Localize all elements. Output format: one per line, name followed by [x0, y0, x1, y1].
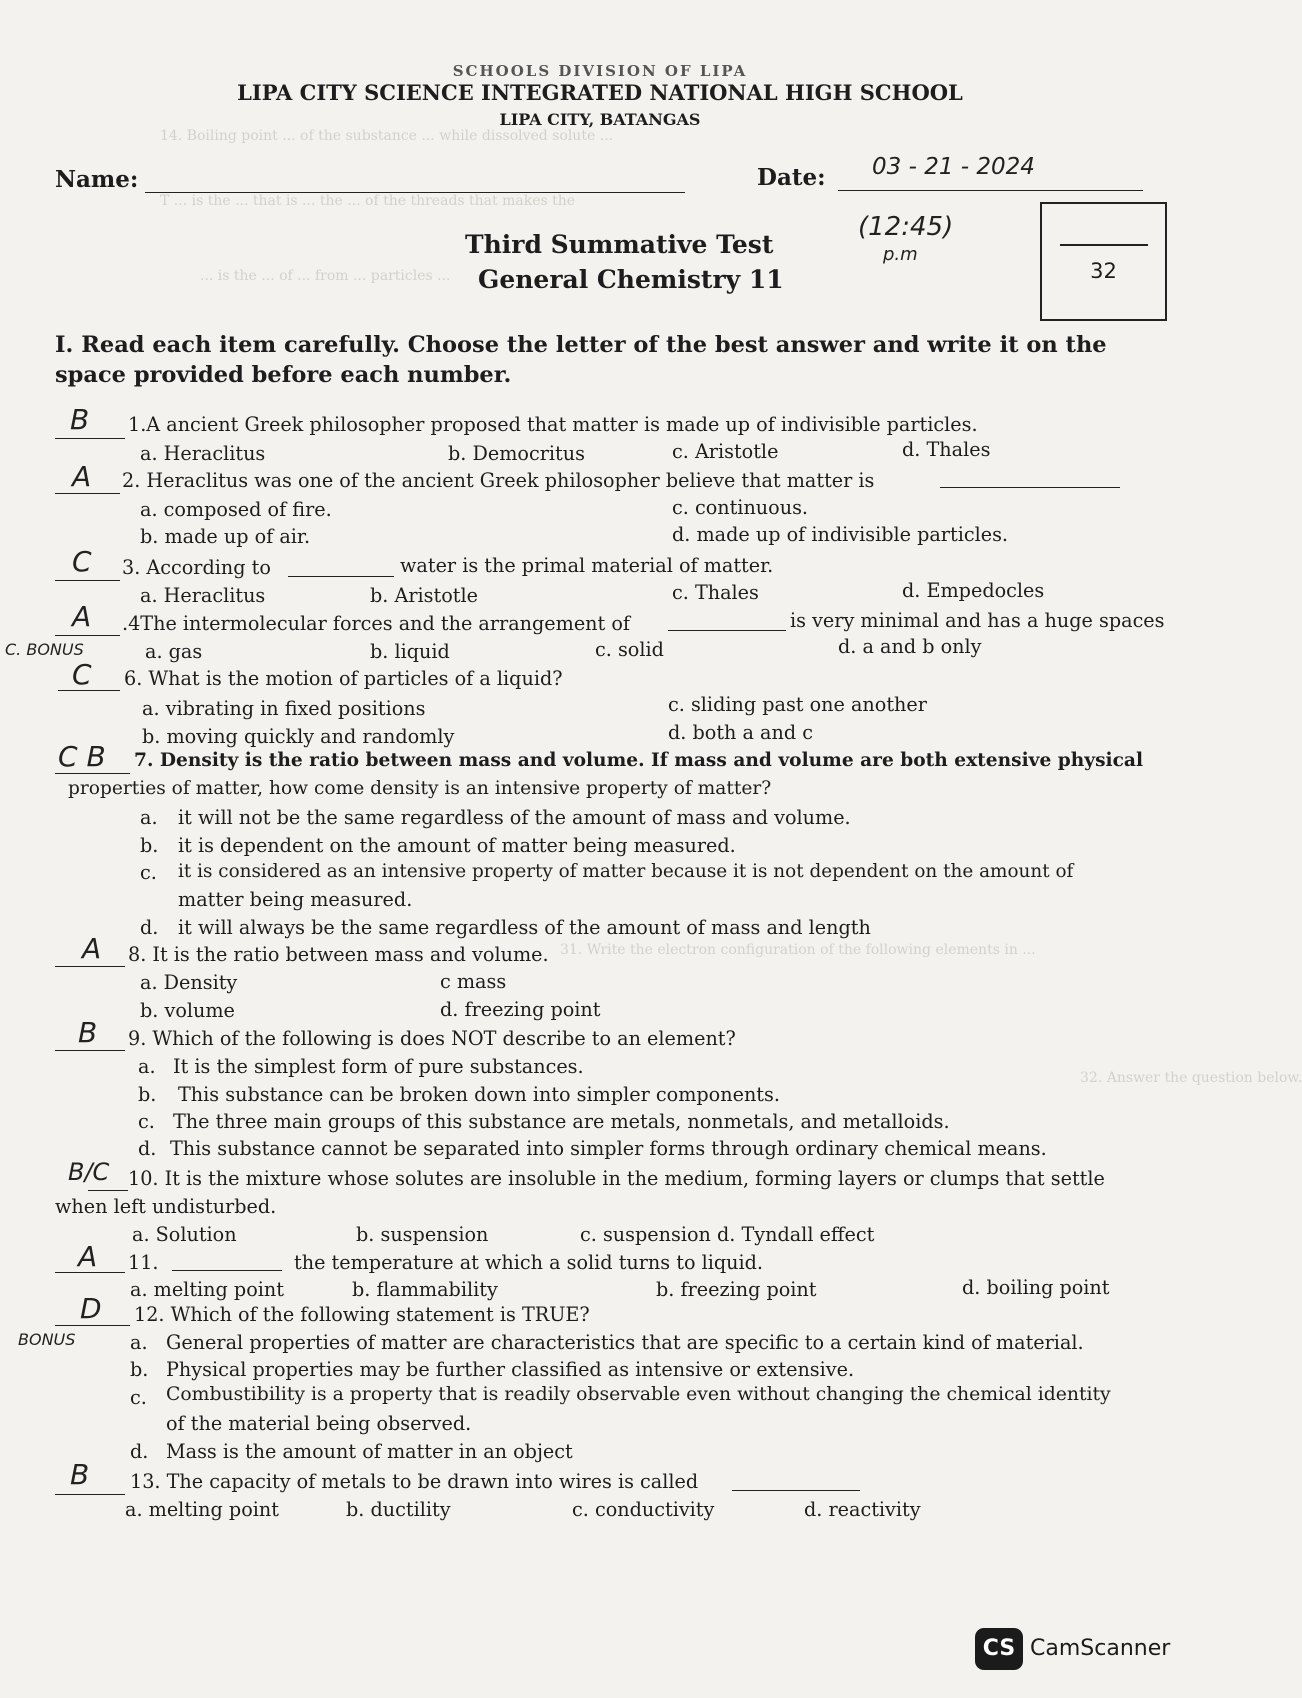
q3-fill-blank[interactable]: [288, 576, 394, 577]
q11-fill-blank[interactable]: [172, 1270, 282, 1271]
q12-option-b-letter: b.: [130, 1358, 149, 1381]
q13-option-d: d. reactivity: [804, 1498, 921, 1521]
q9-stem: 9. Which of the following is does NOT describe to an element?: [128, 1027, 736, 1050]
q6-stem: 6. What is the motion of particles of a liquid?: [124, 667, 563, 690]
division-line: SCHOOLS DIVISION OF LIPA: [452, 62, 748, 80]
q1-answer-blank[interactable]: [55, 438, 125, 439]
q12-option-d: Mass is the amount of matter in an object: [166, 1440, 573, 1463]
q8-answer: A: [82, 932, 102, 965]
bleed-text: 14. Boiling point ... of the substance ... while dissolved solute ...: [160, 128, 614, 144]
q10-option-c-d: c. suspension d. Tyndall effect: [580, 1223, 875, 1246]
q13-answer: B: [70, 1458, 90, 1491]
q13-answer-blank[interactable]: [55, 1494, 125, 1495]
q9-option-b: This substance can be broken down into simpler components.: [178, 1083, 780, 1106]
q12-option-c-cont: of the material being observed.: [166, 1412, 472, 1435]
q12-stem: 12. Which of the following statement is TRUE?: [134, 1303, 590, 1326]
q7-option-c-cont: matter being measured.: [178, 888, 413, 911]
bleed-text: T ... is the ... that is ... the ... of the threads that makes the: [160, 193, 576, 209]
q7-stem-cont: properties of matter, how come density is an intensive property of matter?: [68, 778, 772, 799]
q8-option-b: b. volume: [140, 999, 235, 1022]
time-value: (12:45): [858, 212, 954, 242]
q2-fill-blank[interactable]: [940, 487, 1120, 488]
q11-option-d: d. boiling point: [962, 1276, 1110, 1299]
score-box: [1040, 202, 1167, 321]
subject-title: General Chemistry 11: [478, 265, 784, 294]
q3-option-a: a. Heraclitus: [140, 584, 266, 607]
q3-option-c: c. Thales: [672, 581, 759, 604]
q11-option-b2: b. freezing point: [656, 1278, 817, 1301]
q13-fill-blank[interactable]: [732, 1490, 860, 1491]
q11-answer: A: [78, 1240, 98, 1273]
q6-option-b: b. moving quickly and randomly: [142, 725, 455, 748]
q11-stem-end: the temperature at which a solid turns to liquid.: [294, 1251, 764, 1274]
q7-option-c: it is considered as an intensive property of matter because it is not dependent on the amount of: [178, 861, 1074, 882]
instructions-line-1: I. Read each item carefully. Choose the letter of the best answer and write it on the: [55, 332, 1107, 358]
q7-option-b-letter: b.: [140, 834, 159, 857]
q9-option-c: The three main groups of this substance are metals, nonmetals, and metalloids.: [173, 1110, 950, 1133]
name-field[interactable]: [145, 192, 685, 193]
q6-answer: C: [72, 658, 92, 691]
q13-option-a: a. melting point: [125, 1498, 279, 1521]
name-label: Name:: [55, 166, 139, 193]
q10-answer: B/C: [68, 1158, 110, 1186]
school-name: LIPA CITY SCIENCE INTEGRATED NATIONAL HIGH SCHOOL: [237, 80, 963, 105]
q7-stem: 7. Density is the ratio between mass and volume. If mass and volume are both extensive physical: [134, 750, 1144, 771]
q9-option-d: This substance cannot be separated into simpler forms through ordinary chemical means.: [170, 1137, 1047, 1160]
q2-option-d: d. made up of indivisible particles.: [672, 523, 1009, 546]
q9-answer: B: [78, 1016, 98, 1049]
q3-option-d: d. Empedocles: [902, 579, 1045, 602]
q7-option-a: it will not be the same regardless of the amount of mass and volume.: [178, 806, 851, 829]
q4-option-c: c. solid: [595, 638, 664, 661]
q3-stem-end: water is the primal material of matter.: [400, 554, 774, 577]
q9-option-b-letter: b.: [138, 1083, 157, 1106]
q3-answer: C: [72, 545, 92, 578]
q6-answer-blank[interactable]: [58, 690, 120, 691]
q12-option-d-letter: d.: [130, 1440, 149, 1463]
q4-bonus-note: C. BONUS: [5, 640, 84, 659]
q10-option-a: a. Solution: [132, 1223, 237, 1246]
bleed-text: 32. Answer the question below.: [1080, 1070, 1302, 1086]
q8-option-c: c mass: [440, 970, 507, 993]
q8-option-d: d. freezing point: [440, 998, 601, 1021]
q10-option-b: b. suspension: [356, 1223, 489, 1246]
q4-answer: A: [72, 600, 92, 633]
q12-option-a: General properties of matter are characteristics that are specific to a certain kind of material.: [166, 1331, 1084, 1354]
q1-option-a: a. Heraclitus: [140, 442, 266, 465]
q12-answer-blank[interactable]: [55, 1325, 130, 1326]
q13-option-b: b. ductility: [346, 1498, 451, 1521]
q4-option-a: a. gas: [145, 640, 203, 663]
q9-answer-blank[interactable]: [55, 1050, 125, 1051]
q1-option-b: b. Democritus: [448, 442, 585, 465]
q12-answer: D: [80, 1292, 102, 1325]
q7-option-b: it is dependent on the amount of matter being measured.: [178, 834, 736, 857]
q2-option-c: c. continuous.: [672, 496, 809, 519]
q3-stem-start: 3. According to: [122, 556, 271, 579]
q7-option-a-letter: a.: [140, 806, 158, 829]
q10-stem-cont: when left undisturbed.: [55, 1195, 277, 1218]
q7-option-c-letter: c.: [140, 861, 157, 884]
q1-option-d: d. Thales: [902, 438, 991, 461]
school-city: LIPA CITY, BATANGAS: [499, 110, 701, 129]
q12-option-c: Combustibility is a property that is readily observable even without changing the chemical identity: [166, 1384, 1111, 1405]
date-field[interactable]: [838, 190, 1143, 191]
q8-stem: 8. It is the ratio between mass and volume.: [128, 943, 549, 966]
test-title: Third Summative Test: [465, 230, 774, 259]
q11-option-b: b. flammability: [352, 1278, 498, 1301]
bleed-text: ... is the ... of ... from ... particles ...: [200, 268, 451, 284]
q8-answer-blank[interactable]: [55, 966, 125, 967]
q13-stem: 13. The capacity of metals to be drawn into wires is called: [130, 1470, 699, 1493]
q3-answer-blank[interactable]: [55, 580, 120, 581]
q12-bonus-note: BONUS: [18, 1330, 76, 1349]
q11-option-a: a. melting point: [130, 1278, 284, 1301]
score-divider: [1060, 244, 1148, 246]
q7-option-d: it will always be the same regardless of the amount of mass and length: [178, 916, 871, 939]
q4-option-d: d. a and b only: [838, 635, 982, 658]
q10-stem: 10. It is the mixture whose solutes are insoluble in the medium, forming layers or clumps that settle: [128, 1167, 1105, 1190]
q10-answer-blank[interactable]: [88, 1190, 128, 1191]
q9-option-a-letter: a.: [138, 1055, 156, 1078]
q7-answer: C B: [58, 740, 106, 773]
camscanner-label: CamScanner: [1030, 1636, 1171, 1661]
q6-option-a: a. vibrating in fixed positions: [142, 697, 426, 720]
q9-option-a: It is the simplest form of pure substances.: [173, 1055, 584, 1078]
q12-option-c-letter: c.: [130, 1386, 147, 1409]
q6-option-d: d. both a and c: [668, 721, 813, 744]
date-label: Date:: [757, 164, 826, 191]
q3-option-b: b. Aristotle: [370, 584, 478, 607]
instructions-line-2: space provided before each number.: [55, 362, 512, 388]
q12-option-a-letter: a.: [130, 1331, 148, 1354]
camscanner-logo: CS: [975, 1628, 1023, 1670]
q12-option-b: Physical properties may be further classified as intensive or extensive.: [166, 1358, 855, 1381]
q2-option-b: b. made up of air.: [140, 525, 311, 548]
q1-answer: B: [70, 403, 90, 436]
q7-option-d-letter: d.: [140, 916, 159, 939]
q4-fill-blank[interactable]: [668, 630, 786, 631]
q11-stem-start: 11.: [128, 1251, 159, 1274]
q2-stem: 2. Heraclitus was one of the ancient Greek philosopher believe that matter is: [122, 469, 875, 492]
q1-stem: 1.A ancient Greek philosopher proposed that matter is made up of indivisible particles.: [128, 413, 978, 436]
q9-option-c-letter: c.: [138, 1110, 155, 1133]
q4-stem-start: .4The intermolecular forces and the arrangement of: [122, 612, 631, 635]
q4-stem-end: is very minimal and has a huge spaces: [790, 609, 1165, 632]
q4-option-b: b. liquid: [370, 640, 450, 663]
q8-option-a: a. Density: [140, 971, 238, 994]
q11-answer-blank[interactable]: [55, 1272, 125, 1273]
q2-answer: A: [72, 460, 92, 493]
q6-option-c: c. sliding past one another: [668, 693, 927, 716]
q13-option-c: c. conductivity: [572, 1498, 715, 1521]
bleed-text: 31. Write the electron configuration of the following elements in ...: [560, 942, 1036, 958]
date-value: 03 - 21 - 2024: [872, 154, 1035, 180]
q4-answer-blank[interactable]: [55, 635, 120, 636]
q7-answer-blank[interactable]: [55, 773, 130, 774]
time-period: p.m: [883, 244, 918, 265]
q2-answer-blank[interactable]: [55, 493, 120, 494]
score-value: 32: [1090, 259, 1117, 283]
q9-option-d-letter: d.: [138, 1137, 157, 1160]
q2-option-a: a. composed of fire.: [140, 498, 332, 521]
q1-option-c: c. Aristotle: [672, 440, 779, 463]
